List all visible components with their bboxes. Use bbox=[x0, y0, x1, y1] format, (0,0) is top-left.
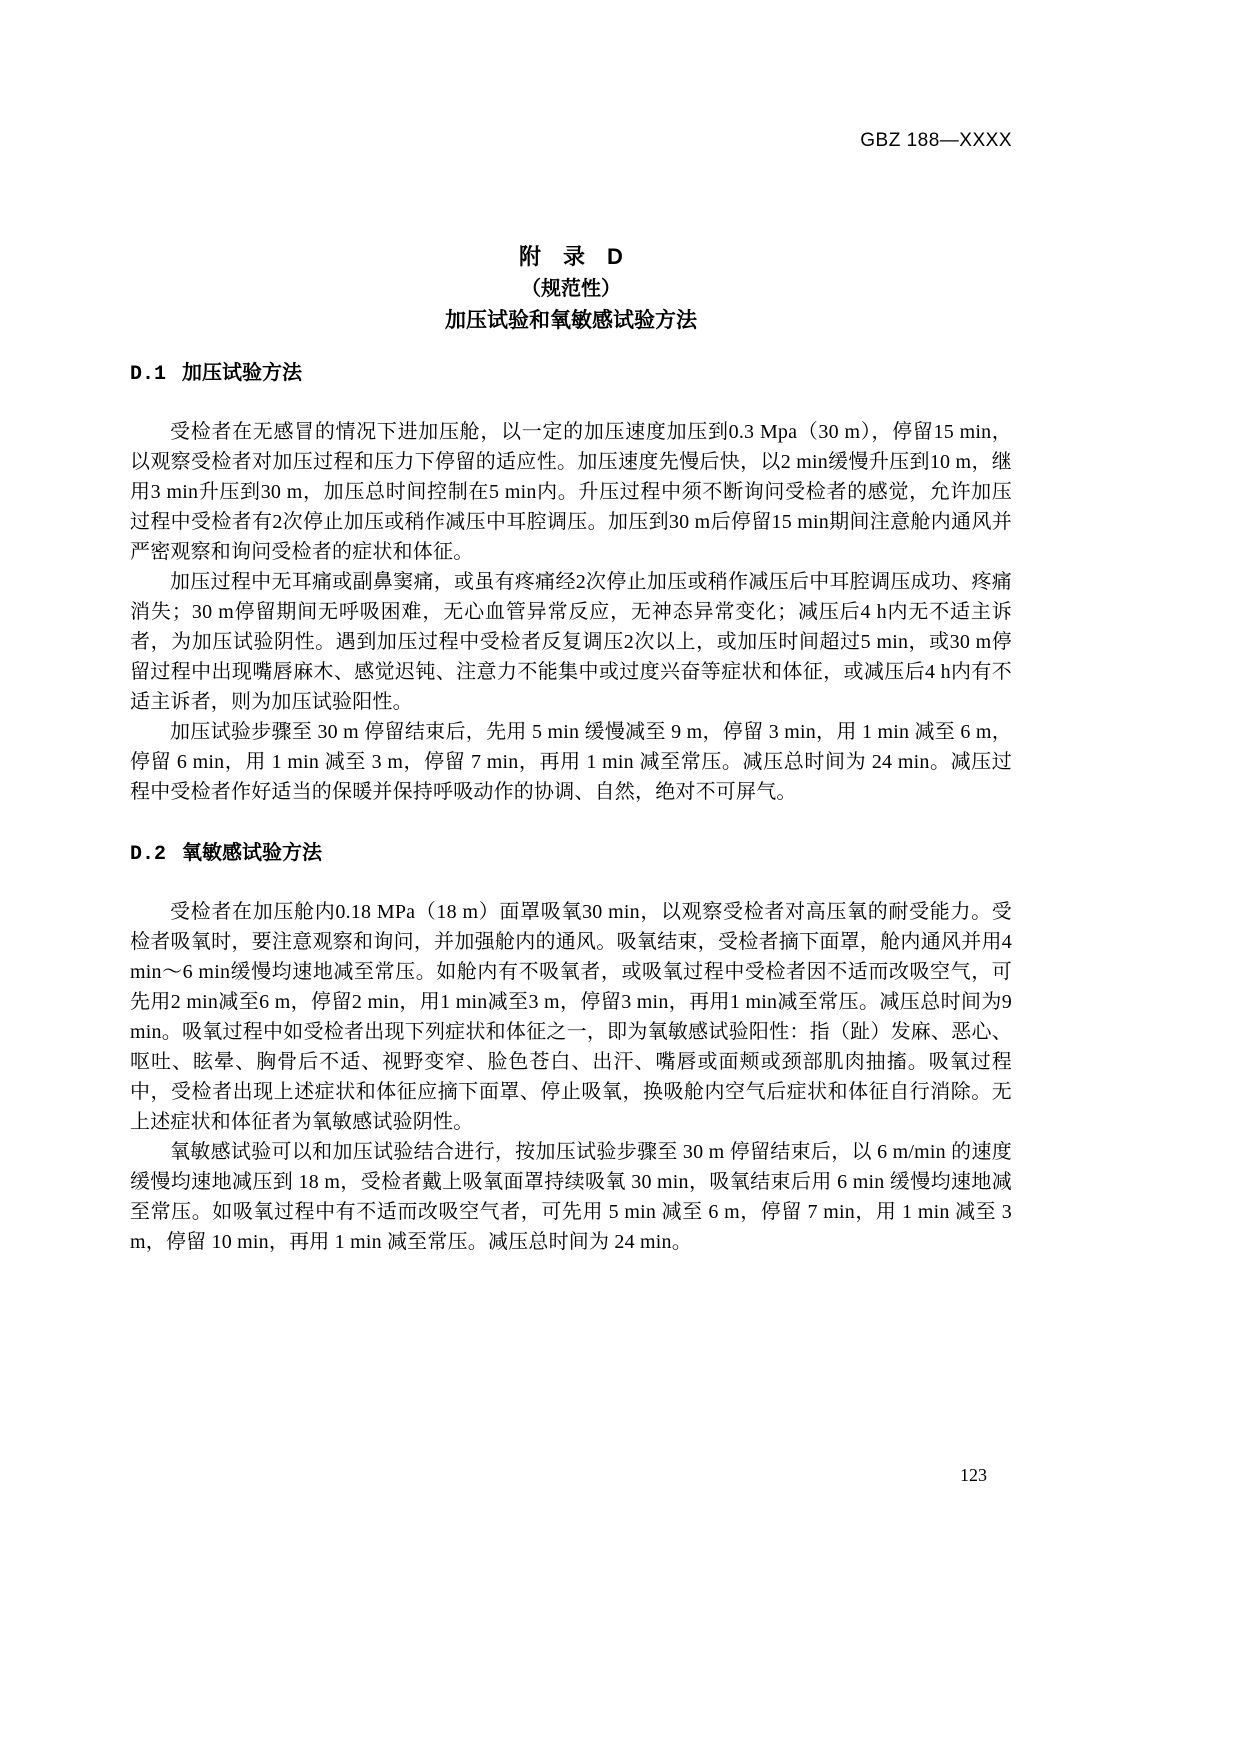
appendix-label: 附 录 D bbox=[519, 244, 623, 269]
section-d1 bbox=[130, 359, 1012, 807]
section-d2-title: 氧敏感试验方法 bbox=[182, 842, 323, 864]
section-d1-number: D.1 bbox=[130, 363, 167, 386]
appendix-name: 加压试验和氧敏感试验方法 bbox=[445, 309, 697, 332]
standard-number-header: GBZ 188—XXXX bbox=[860, 130, 1012, 151]
normative-label: （规范性） bbox=[521, 278, 621, 300]
section-d1-title: 加压试验方法 bbox=[182, 362, 303, 384]
section-d2-number: D.2 bbox=[130, 843, 167, 866]
appendix-title-block bbox=[130, 240, 1012, 337]
section-d2 bbox=[130, 839, 1012, 1257]
section-d1-paragraph-1: 受检者在无感冒的情况下进加压舱，以一定的加压速度加压到0.3 Mpa（30 m），停留15 min，以观察受检者对加压过程和压力下停留的适应性。加压速度先慢后快，以2 min缓慢升压到10 m，继用3 min升压到30 m，加压总时间控制在5 min内。升压过程中须不断询问受检者的感觉，允许加压过程中受检者有2次停止加压或稍作减压中耳腔调压。加压到30 m后停留15 min期间注意舱内通风并严密观察和询问受检者的症状和体征。 bbox=[130, 421, 1012, 563]
section-d1-heading bbox=[130, 359, 1012, 389]
document-content bbox=[130, 0, 1012, 1257]
page-number: 123 bbox=[960, 1465, 987, 1485]
section-d2-paragraph-1: 受检者在加压舱内0.18 MPa（18 m）面罩吸氧30 min，以观察受检者对高压氧的耐受能力。受检者吸氧时，要注意观察和询问，并加强舱内的通风。吸氧结束，受检者摘下面罩，舱内通风并用4 min～6 min缓慢均速地减至常压。如舱内有不吸氧者，或吸氧过程中受检者因不适而改吸空气，可先用2 min减至6 m，停留2 min，用1 min减至3 m，停留3 min，再用1 min减至常压。减压总时间为9 min。吸氧过程中如受检者出现下列症状和体征之一，即为氧敏感试验阳性：指（趾）发麻、恶心、呕吐、眩晕、胸骨后不适、视野变窄、脸色苍白、出汗、嘴唇或面颊或颈部肌肉抽搐。吸氧过程中，受检者出现上述症状和体征应摘下面罩、停止吸氧，换吸舱内空气后症状和体征自行消除。无上述症状和体征者为氧敏感试验阴性。 bbox=[130, 901, 1012, 1133]
section-d2-heading bbox=[130, 839, 1012, 869]
section-d2-paragraph-2: 氧敏感试验可以和加压试验结合进行，按加压试验步骤至 30 m 停留结束后，以 6 m/min 的速度缓慢均速地减压到 18 m，受检者戴上吸氧面罩持续吸氧 30 min，吸氧结束后用 6 min 缓慢均速地减至常压。如吸氧过程中有不适而改吸空气者，可先用 5 min 减至 6 m，停留 7 min，用 1 min 减至 3 m，停留 10 min，再用 1 min 减至常压。减压总时间为 24 min。 bbox=[130, 1141, 1012, 1253]
section-d1-paragraph-2: 加压过程中无耳痛或副鼻窦痛，或虽有疼痛经2次停止加压或稍作减压后中耳腔调压成功、疼痛消失；30 m停留期间无呼吸困难，无心血管异常反应，无神态异常变化；减压后4 h内无不适主诉者，为加压试验阴性。遇到加压过程中受检者反复调压2次以上，或加压时间超过5 min，或30 m停留过程中出现嘴唇麻木、感觉迟钝、注意力不能集中或过度兴奋等症状和体征，或减压后4 h内有不适主诉者，则为加压试验阳性。 bbox=[130, 571, 1012, 713]
section-d1-paragraph-3: 加压试验步骤至 30 m 停留结束后，先用 5 min 缓慢减至 9 m，停留 3 min，用 1 min 减至 6 m，停留 6 min，用 1 min 减至 3 m，停留 7 min，再用 1 min 减至常压。减压总时间为 24 min。减压过程中受检者作好适当的保暖并保持呼吸动作的协调、自然，绝对不可屏气。 bbox=[130, 721, 1012, 803]
